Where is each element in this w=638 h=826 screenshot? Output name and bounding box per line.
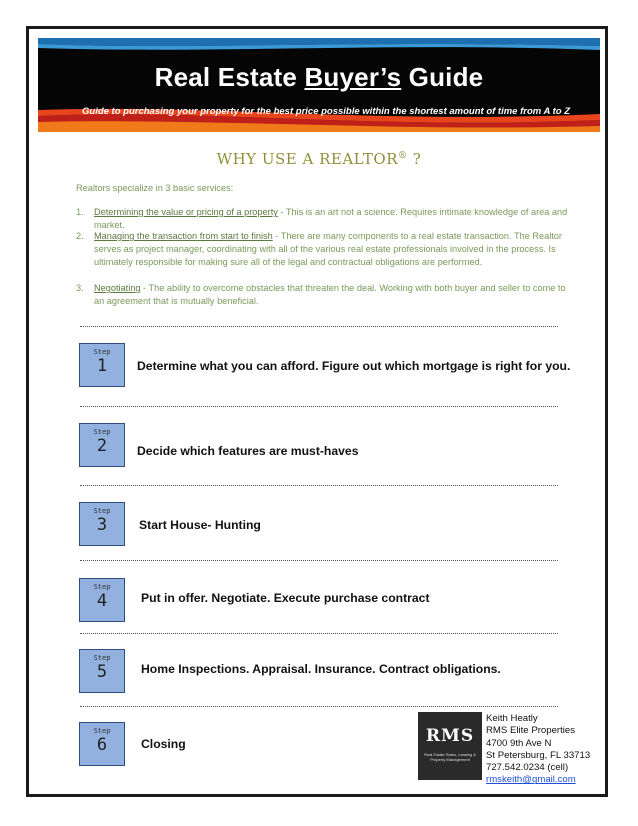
page-subtitle: Guide to purchasing your property for the best price possible within the shortest amount of time from A to Z xyxy=(82,106,571,117)
step-text-5: Home Inspections. Appraisal. Insurance. Contract obligations. xyxy=(141,662,501,676)
header-banner xyxy=(38,38,600,132)
divider xyxy=(80,706,558,707)
step-text-6: Closing xyxy=(141,737,186,751)
service-item: 1. Determining the value or pricing of a property - This is an art not a science. Requires intimate knowledge of area and market. xyxy=(76,207,568,230)
service-link[interactable]: Negotiating xyxy=(94,283,141,293)
services-intro: Realtors specialize in 3 basic services: xyxy=(76,183,234,193)
divider xyxy=(80,326,558,327)
divider xyxy=(80,633,558,634)
step-text-4: Put in offer. Negotiate. Execute purchase contract xyxy=(141,591,430,605)
rms-logo xyxy=(418,712,482,780)
step-text-3: Start House- Hunting xyxy=(139,518,261,532)
service-number: 3. xyxy=(76,283,84,293)
contact-company: RMS Elite Properties xyxy=(486,725,576,737)
step-badge-5: Step 5 xyxy=(79,649,125,693)
logo-tagline: Real Estate Sales, Leasing & Property Management xyxy=(424,752,476,762)
divider xyxy=(80,406,558,407)
divider xyxy=(80,560,558,561)
service-number: 2. xyxy=(76,231,84,241)
step-badge-3: Step 3 xyxy=(79,502,125,546)
page-title: Real Estate Buyer’s Guide xyxy=(154,62,484,92)
step-badge-6: Step 6 xyxy=(79,722,125,766)
contact-phone: 727.542.0234 (cell) xyxy=(486,762,569,774)
service-link[interactable]: Determining the value or pricing of a property xyxy=(94,207,278,217)
contact-street: 4700 9th Ave N xyxy=(486,737,552,749)
registered-mark: ® xyxy=(398,151,408,161)
contact-email-link[interactable]: rmskeith@gmail.com xyxy=(486,774,576,786)
logo-letters: RMS xyxy=(425,726,475,746)
service-item: 3. Negotiating - The ability to overcome obstacles that threaten the deal. Working with both buyer and seller to come to an agreement that is mutually beneficial. xyxy=(76,283,566,306)
divider xyxy=(80,485,558,486)
service-item: 2. Managing the transaction from start to finish - There are many components to a real estate transaction. The Realtor serves as project manager, coordinating with all of the various real estate professionals involved in the process. Is ultimately responsible for making sure all of the legal and contractual obligations are performed. xyxy=(76,231,562,267)
step-text-2: Decide which features are must-haves xyxy=(137,444,359,458)
step-badge-4: Step 4 xyxy=(79,578,125,622)
contact-name: Keith Heatly xyxy=(486,713,538,724)
contact-block xyxy=(486,713,590,787)
service-link[interactable]: Managing the transaction from start to finish xyxy=(94,231,273,241)
service-number: 1. xyxy=(76,207,84,217)
step-text-1: Determine what you can afford. Figure out which mortgage is right for you. xyxy=(137,359,571,373)
step-badge-1: Step 1 xyxy=(79,343,125,387)
title-underlined-word: Buyer’s xyxy=(304,62,402,92)
step-badge-2: Step 2 xyxy=(79,423,125,467)
contact-city: St Petersburg, FL 33713 xyxy=(486,749,591,761)
why-realtor-heading: WHY USE A REALTOR® ? xyxy=(216,150,422,168)
